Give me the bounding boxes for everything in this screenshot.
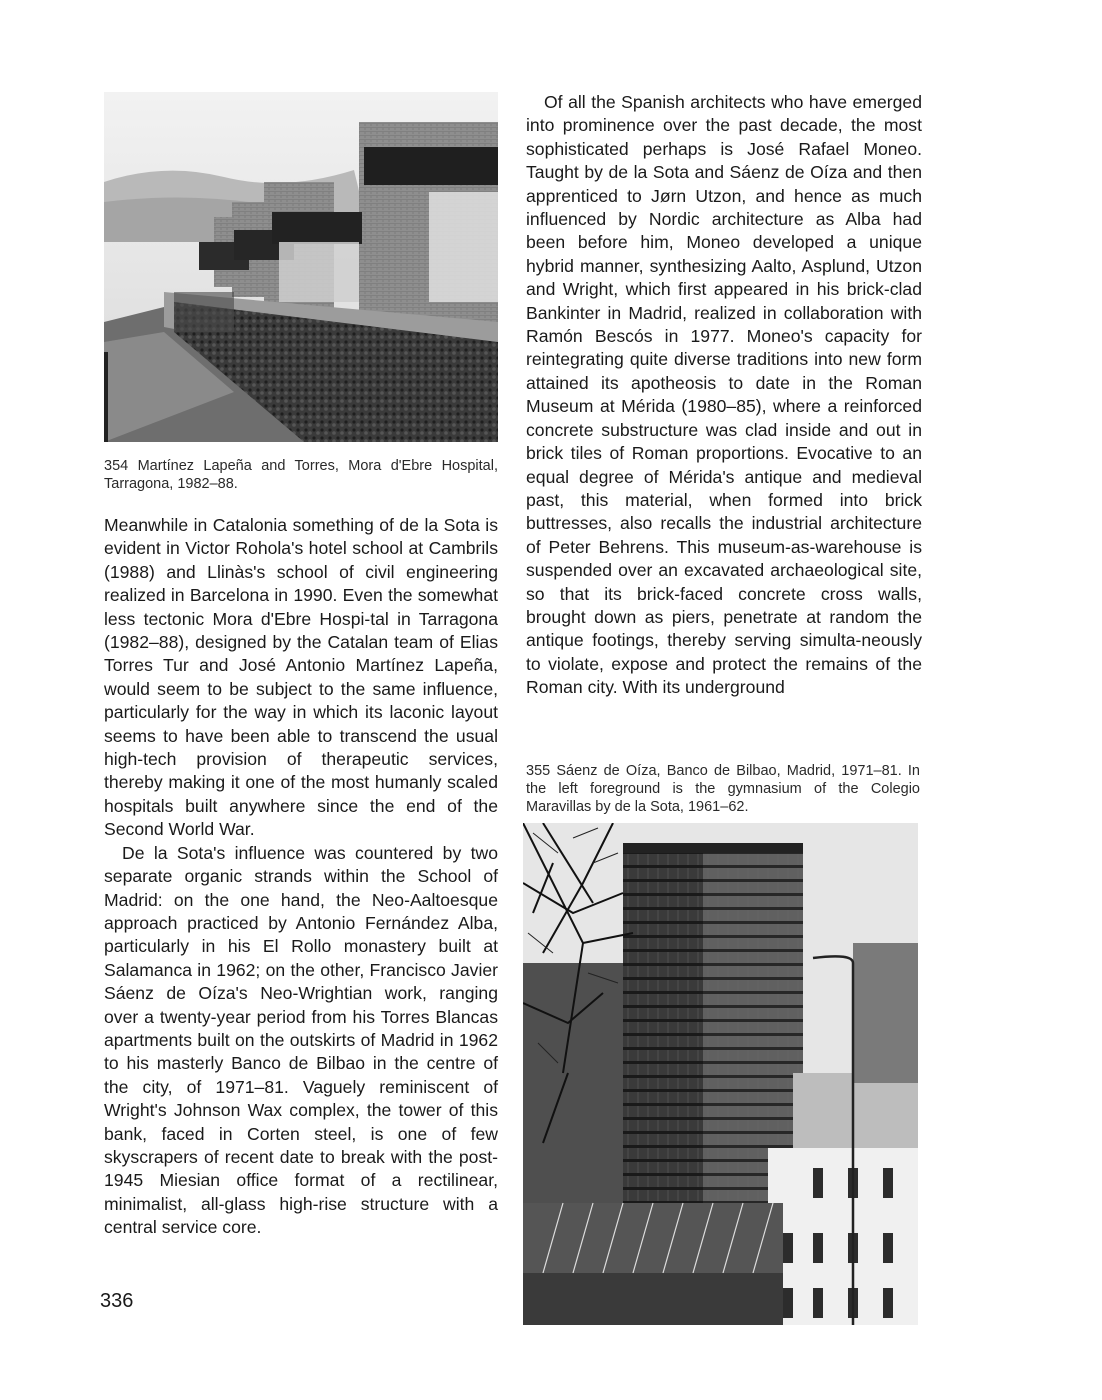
figure-355-caption: 355 Sáenz de Oíza, Banco de Bilbao, Madrid, 1971–81. In the left foreground is the gymnasium of the Colegio Maravillas by de la Sota, 1961–62.: [526, 763, 920, 815]
paragraph: De la Sota's influence was countered by two separate organic strands within the School of Madrid: on the one hand, the Neo-Aaltoesque approach practiced by Antonio Fernández Alba, particularly in his El Rollo monastery built at Salamanca in 1962; on the other, Francisco Javier Sáenz de Oíza's Neo-Wrightian work, ranging over a twenty-year period from his Torres Blancas apartments built on the outskirts of Madrid in 1962 to his masterly Banco de Bilbao in the centre of the city, of 1971–81. Vaguely reminiscent of Wright's Johnson Wax complex, the tower of this bank, faced in Corten steel, is one of few skyscrapers of recent date to break with the post-1945 Miesian office format of a rectilinear, minimalist, all-glass high-rise structure with a central service core.: [104, 842, 498, 1238]
photo-banco-de-bilbao: [523, 823, 918, 1325]
figure-354: [104, 92, 498, 442]
paragraph: Meanwhile in Catalonia something of de la Sota is evident in Victor Rohola's hotel school at Cambrils (1988) and Llinàs's school of civil engineering realized in Barcelona in 1990. Even the somewhat less tectonic Mora d'Ebre Hospi-tal in Tarragona (1982–88), designed by the Catalan team of Elias Torres Tur and José Antonio Martínez Lapeña, would seem to be subject to the same influence, particularly for the way in which its laconic layout seems to have been able to transcend the usual high-tech provision of therapeutic services, thereby making it one of the most humanly scaled hospitals built anywhere since the end of the Second World War.: [104, 515, 498, 840]
page-number: 336: [100, 1290, 134, 1312]
figure-354-caption: 354 Martínez Lapeña and Torres, Mora d'Ebre Hospital, Tarragona, 1982–88.: [104, 458, 498, 492]
left-column-text: [104, 514, 498, 1240]
paragraph: Of all the Spanish architects who have emerged into prominence over the past decade, the most sophisticated perhaps is José Rafael Moneo. Taught by de la Sota and Sáenz de Oíza and then apprenticed to Jørn Utzon, and hence as much influenced by Nordic architecture as Alba had been before him, Moneo developed a unique hybrid manner, synthesizing Aalto, Asplund, Utzon and Wright, which first appeared in his brick-clad Bankinter in Madrid, realized in collaboration with Ramón Bescós in 1977. Moneo's capacity for reintegrating quite diverse traditions into new form attained its apotheosis to date in the Roman Museum at Mérida (1980–85), where a reinforced concrete substructure was clad inside and out in brick tiles of Roman proportions. Evocative to an equal degree of Mérida's antique and medieval past, this material, when formed into brick buttresses, also recalls the industrial architecture of Peter Behrens. This museum-as-warehouse is suspended over an excavated archaeological site, so that its brick-faced concrete cross walls, brought down as piers, penetrate at random the antique footings, thereby serving simulta-neously to violate, expose and protect the remains of the Roman city. With its underground: [526, 92, 922, 698]
photo-hospital: [104, 92, 498, 442]
right-column-text: [526, 91, 922, 700]
